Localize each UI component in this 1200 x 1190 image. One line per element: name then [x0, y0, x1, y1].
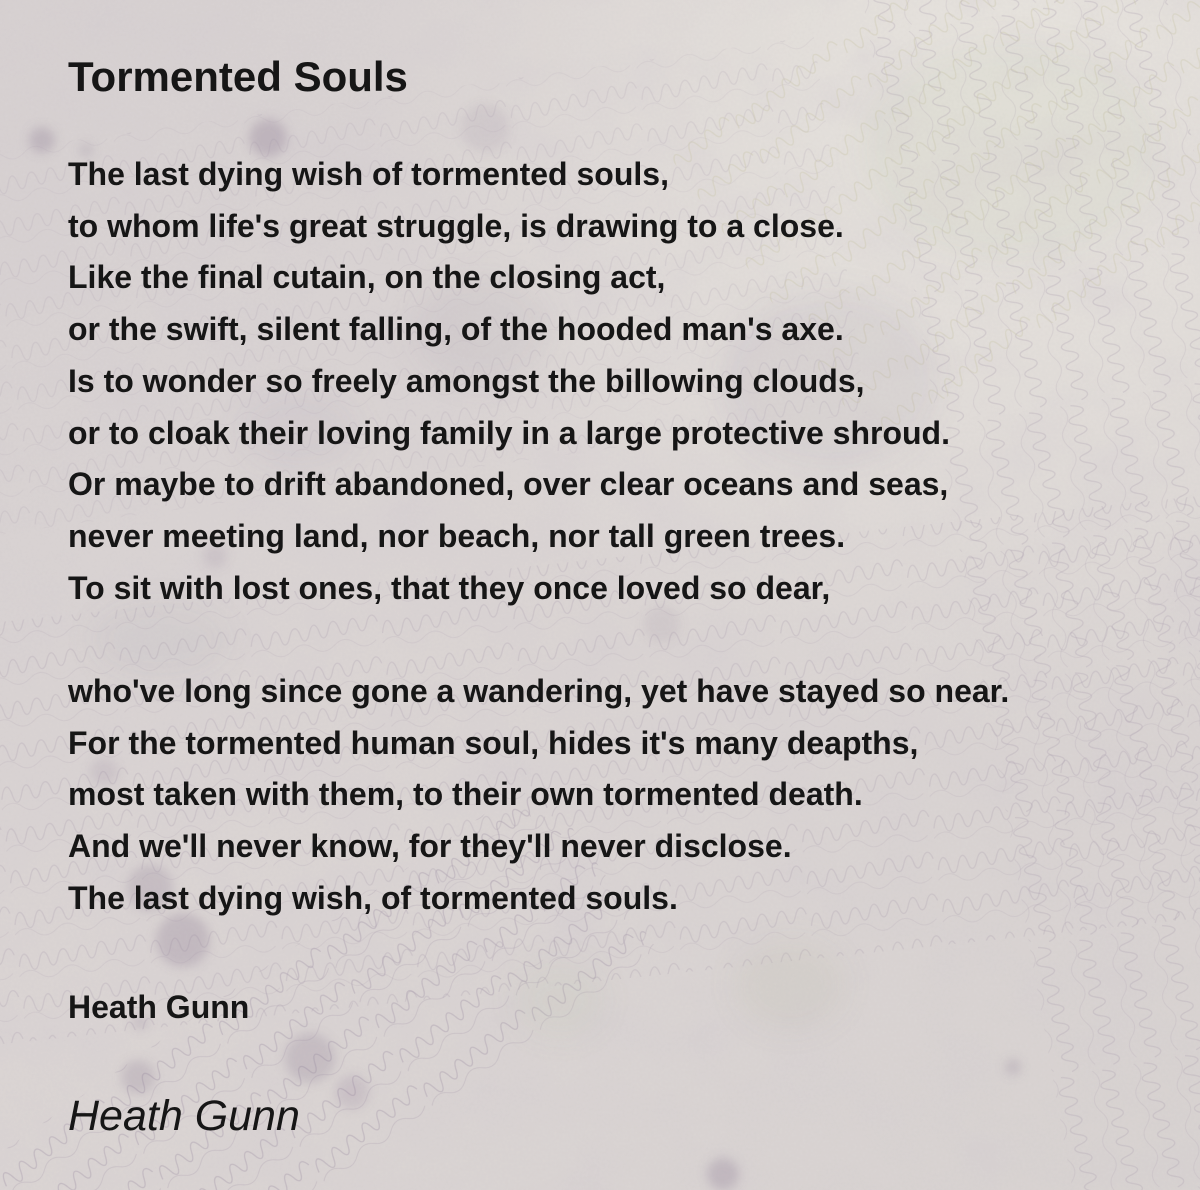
poem-line — [68, 614, 1164, 666]
poem-line: For the tormented human soul, hides it's many deapths, — [68, 724, 919, 761]
poem-line: And we'll never know, for they'll never disclose. — [68, 828, 792, 865]
poem-line: To sit with lost ones, that they once loved so dear, — [68, 569, 831, 606]
poem-line: Like the final cutain, on the closing act, — [68, 259, 666, 296]
poem-line: Or maybe to drift abandoned, over clear oceans and seas, — [68, 466, 949, 503]
poem-line: most taken with them, to their own tormented death. — [68, 776, 863, 813]
poem-line: or to cloak their loving family in a large protective shroud. — [68, 414, 950, 451]
poem-line: The last dying wish, of tormented souls. — [68, 879, 678, 916]
poem-line: or the swift, silent falling, of the hooded man's axe. — [68, 311, 844, 348]
poem-author: Heath Gunn — [68, 988, 250, 1025]
poem-line: who've long since gone a wandering, yet have stayed so near. — [68, 673, 1010, 710]
author-signature: Heath Gunn — [68, 1092, 300, 1141]
poem-line: to whom life's great struggle, is drawing to a close. — [68, 207, 844, 244]
poem-body — [68, 149, 1164, 925]
poem-line: never meeting land, nor beach, nor tall green trees. — [68, 517, 846, 554]
poem-title: Tormented Souls — [68, 53, 408, 100]
poem-line: Is to wonder so freely amongst the billowing clouds, — [68, 362, 865, 399]
poem-line: The last dying wish of tormented souls, — [68, 156, 669, 192]
